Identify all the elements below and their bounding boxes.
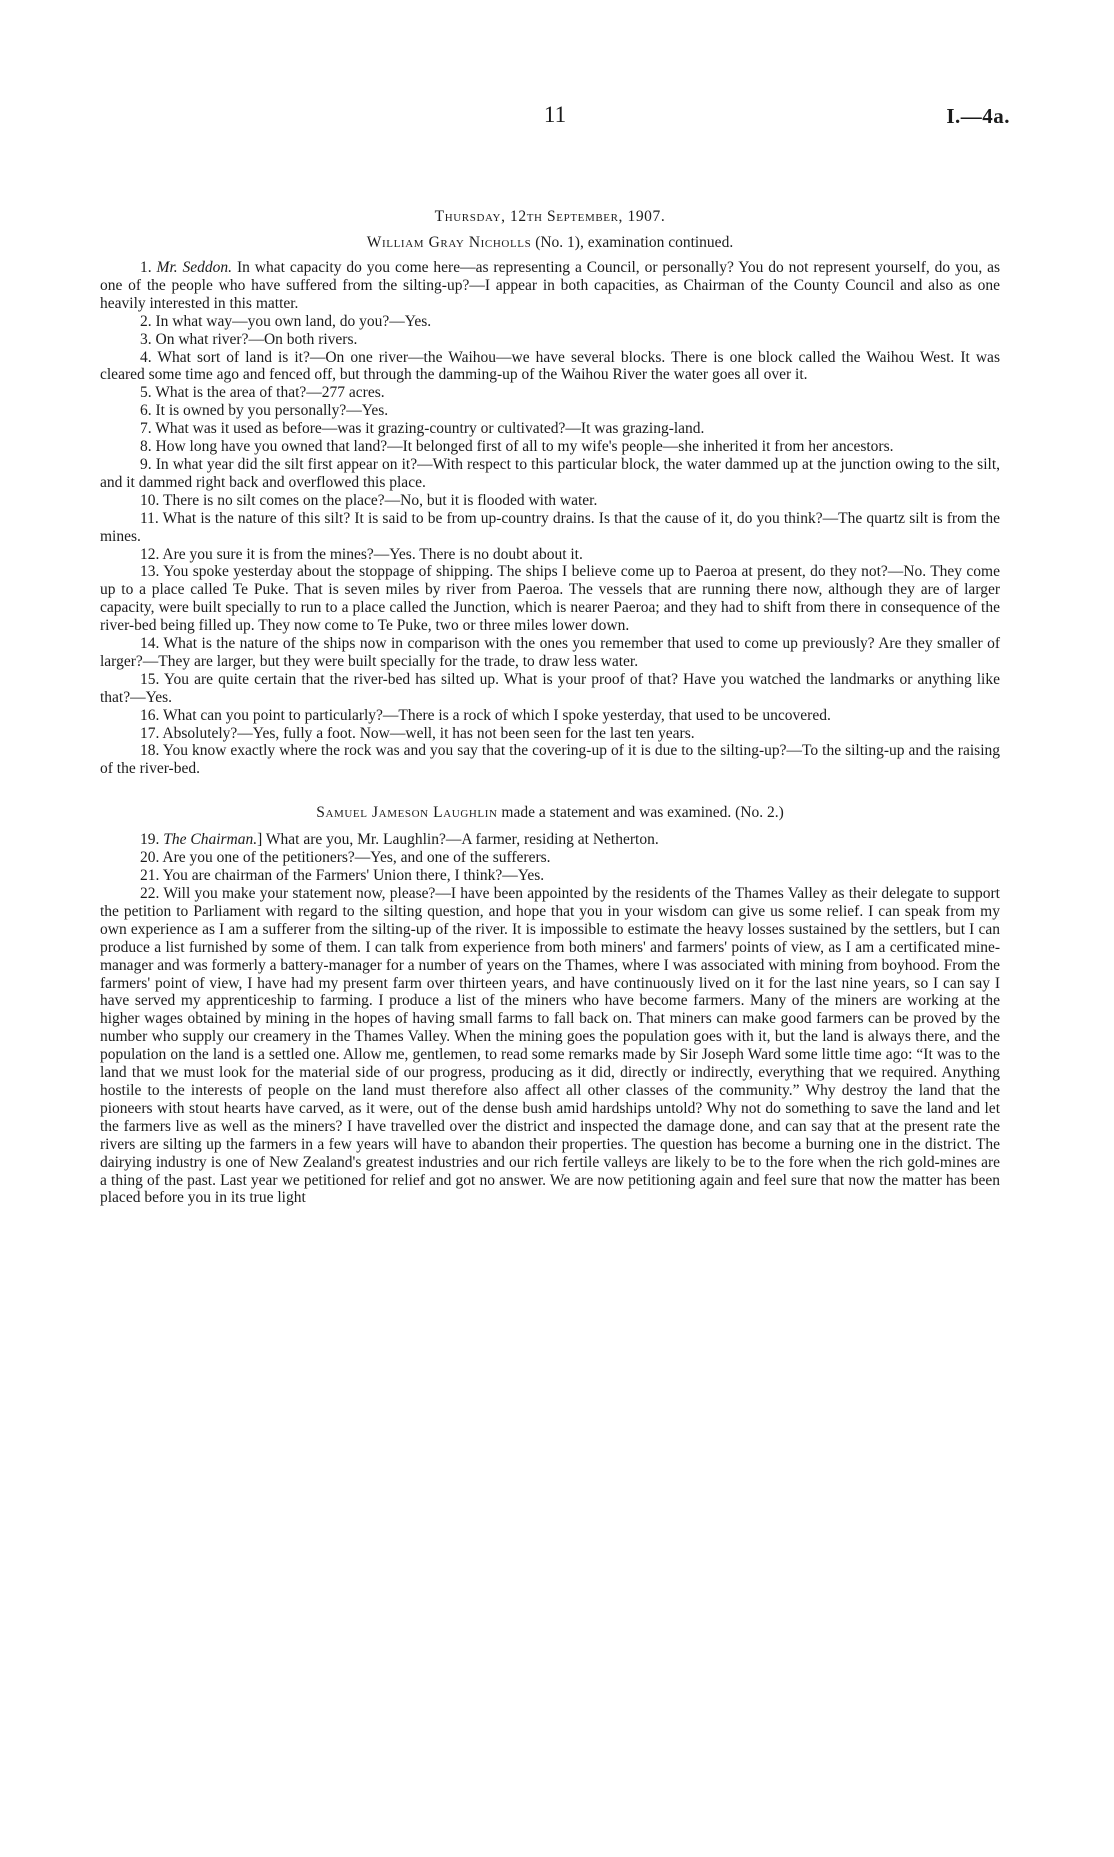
question-number: 1. bbox=[140, 259, 152, 276]
question-number: 12. bbox=[140, 545, 160, 563]
question-text: What sort of land is it?—On one river—the Waihou—we have several blocks. There is one block called the Waihou West. It was cleared some time ago and fenced off, but through the damming-up of the Waihou River the water goes all over it. bbox=[100, 348, 1000, 384]
question-number: 10. bbox=[140, 491, 160, 509]
speaker-bracket: ] bbox=[257, 831, 263, 849]
speaker-name: Mr. Seddon. bbox=[156, 259, 233, 276]
question-paragraph bbox=[100, 725, 1000, 743]
question-paragraph bbox=[100, 384, 1000, 402]
question-text: In what capacity do you come here—as representing a Council, or personally? You do not represent yourself, do you, as one of the people who have suffered from the silting-up?—I appear in both capacities, as Chairman of the County Council and also as one heavily interested in this matter. bbox=[100, 259, 1001, 312]
question-text: What are you, Mr. Laughlin?—A farmer, residing at Netherton. bbox=[265, 831, 659, 849]
question-text: You are quite certain that the river-bed has silted up. What is your proof of that? Have you watched the landmarks or anything like that?—Yes. bbox=[100, 670, 1000, 706]
speaker-name: The Chairman. bbox=[163, 831, 258, 849]
question-text: What is the nature of this silt? It is said to be from up-country drains. Is that the cause of it, do you think?—The quartz silt is from the mines. bbox=[100, 509, 1000, 545]
question-number: 22. bbox=[140, 885, 160, 902]
question-paragraph bbox=[100, 331, 1000, 349]
question-number: 17. bbox=[140, 724, 160, 742]
question-paragraph bbox=[100, 831, 1000, 849]
witness-name: William Gray Nicholls bbox=[366, 234, 532, 251]
witness-name: Samuel Jameson Laughlin bbox=[316, 804, 498, 822]
question-paragraph bbox=[100, 492, 1000, 510]
question-text: Are you one of the petitioners?—Yes, and one of the sufferers. bbox=[162, 849, 551, 867]
question-paragraph bbox=[100, 438, 1000, 456]
question-number: 20. bbox=[140, 849, 160, 867]
witness-heading-1 bbox=[100, 234, 1000, 252]
question-text: In what year did the silt first appear on it?—With respect to this particular block, the water dammed up at the junction owing to the silt, and it dammed right back and overflowed this place. bbox=[100, 455, 1001, 491]
question-paragraph bbox=[100, 867, 1000, 885]
question-number: 15. bbox=[140, 670, 160, 688]
question-number: 5. bbox=[140, 384, 152, 402]
question-paragraph bbox=[100, 546, 1000, 564]
witness-heading-2 bbox=[100, 804, 1000, 822]
session-date: Thursday, 12th September, 1907. bbox=[434, 208, 666, 225]
question-text: Will you make your statement now, please?—I have been appointed by the residents of the Thames Valley as their delegate to support the petition to Parliament with regard to the silting question, and hope that you in your wisdom can give us some relief. I can speak from my own experience as I am a sufferer from the silting-up of the river. It is impossible to estimate the heavy losses sustained by the settlers, but I can produce a list furnished by some of them. I can talk from experience from both miners' and farmers' points of view, as I am a certificated mine-manager and was formerly a battery-manager for a number of years on the Thames, where I was associated with mining from boyhood. From the farmers' point of view, I have had my present farm over thirteen years, and have continuously lived on it for the last nine years, so I can say I have served my apprenticeship to farming. I produce a list of the miners who have become farmers. Many of the miners are working at the higher wages obtained by mining in the hopes of having small farms to fall back on. That miners can make good farmers can be proved by the number who supply our creamery in the Thames Valley. When the mining goes the population goes with it, but the land is always there, and the population on the land is a settled one. Allow me, gentlemen, to read some remarks made by Sir Joseph Ward some little time ago: “It was to the land that we must look for the material side of our progress, producing as it did, directly or indirectly, everything that we required. Anything hostile to the interests of people on the land must therefore also affect all other classes of the community.” Why destroy the land that the pioneers with stout hearts have carved, as it were, out of the dense bush amid hardships untold? Why not do something to save the land and let the farmers live as well as the miners? I have travelled over the district and inspected the damage done, and can say that at the present rate the rivers are silting up the farmers in a few years will have to abandon their properties. The question has become a burning one in the district. The dairying industry is one of New Zealand's greatest industries and our rich fertile valleys are likely to be to the fore when the rich gold-mines are a thing of the past. Last year we petitioned for relief and got no answer. We are now petitioning again and feel sure that now the matter has been placed before you in its true light bbox=[100, 885, 1000, 1207]
question-text: You know exactly where the rock was and you say that the covering-up of it is due to the silting-up?—To the silting-up and the raising of the river-bed. bbox=[100, 742, 1000, 778]
question-text: It is owned by you personally?—Yes. bbox=[155, 402, 389, 420]
witness-heading-text: made a statement and was examined. (No. 2.) bbox=[497, 804, 784, 822]
question-number: 6. bbox=[140, 402, 152, 420]
page-number: 11 bbox=[543, 102, 567, 127]
question-text: There is no silt comes on the place?—No, but it is flooded with water. bbox=[162, 491, 598, 509]
question-text: What is the area of that?—277 acres. bbox=[155, 384, 385, 402]
question-number: 11. bbox=[140, 509, 159, 527]
question-text: What can you point to particularly?—There is a rock of which I spoke yesterday, that used to be uncovered. bbox=[162, 706, 831, 724]
question-number: 18. bbox=[140, 742, 160, 760]
question-number: 21. bbox=[140, 867, 160, 885]
document-reference: I.—4a. bbox=[946, 104, 1010, 128]
question-paragraph bbox=[100, 849, 1000, 867]
question-text: Absolutely?—Yes, fully a foot. Now—well, it has not been seen for the last ten years. bbox=[162, 724, 695, 742]
question-number: 7. bbox=[140, 420, 152, 438]
page-content bbox=[100, 208, 1000, 1207]
page-header bbox=[100, 100, 1010, 136]
question-paragraph bbox=[100, 635, 1000, 671]
question-paragraph bbox=[100, 510, 1000, 546]
question-number: 2. bbox=[140, 312, 152, 330]
question-paragraph bbox=[100, 885, 1000, 1207]
question-paragraph bbox=[100, 402, 1000, 420]
question-text: How long have you owned that land?—It belonged first of all to my wife's people—she inherited it from her ancestors. bbox=[155, 438, 894, 456]
question-paragraph bbox=[100, 456, 1000, 492]
question-number: 14. bbox=[140, 635, 160, 653]
question-number: 19. bbox=[140, 831, 160, 849]
question-paragraph bbox=[100, 313, 1000, 331]
question-number: 4. bbox=[140, 348, 152, 366]
question-paragraph bbox=[100, 349, 1000, 385]
question-text: You are chairman of the Farmers' Union there, I think?—Yes. bbox=[162, 867, 545, 885]
question-number: 13. bbox=[140, 563, 160, 581]
question-paragraph bbox=[100, 420, 1000, 438]
question-paragraph bbox=[100, 671, 1000, 707]
question-number: 3. bbox=[140, 330, 152, 348]
question-text: What is the nature of the ships now in comparison with the ones you remember that used to come up previously? Are they smaller of larger?—They are larger, but they were built specially for the trade, to draw less water. bbox=[100, 635, 1000, 670]
witness-heading-text: (No. 1), examination continued. bbox=[531, 234, 734, 251]
question-paragraph bbox=[100, 259, 1000, 313]
question-paragraph bbox=[100, 707, 1000, 725]
question-number: 8. bbox=[140, 438, 152, 456]
question-number: 9. bbox=[140, 455, 152, 473]
question-text: In what way—you own land, do you?—Yes. bbox=[155, 312, 432, 330]
question-text: On what river?—On both rivers. bbox=[155, 330, 358, 348]
question-number: 16. bbox=[140, 706, 160, 724]
question-text: What was it used as before—was it grazing-country or cultivated?—It was grazing-land. bbox=[155, 420, 705, 438]
question-paragraph bbox=[100, 563, 1000, 635]
question-text: You spoke yesterday about the stoppage of shipping. The ships I believe come up to Paeroa at present, do they not?—No. They come up to a place called Te Puke. That is seven miles by river from Paeroa. The vessels that are running there now, although they are of larger capacity, were built specially to run to a place called the Junction, which is nearer Paeroa; and they had to shift from there in consequence of the river-bed being filled up. They now come to Te Puke, two or three miles lower down. bbox=[100, 563, 1000, 635]
question-text: Are you sure it is from the mines?—Yes. There is no doubt about it. bbox=[162, 545, 583, 563]
question-paragraph bbox=[100, 742, 1000, 778]
